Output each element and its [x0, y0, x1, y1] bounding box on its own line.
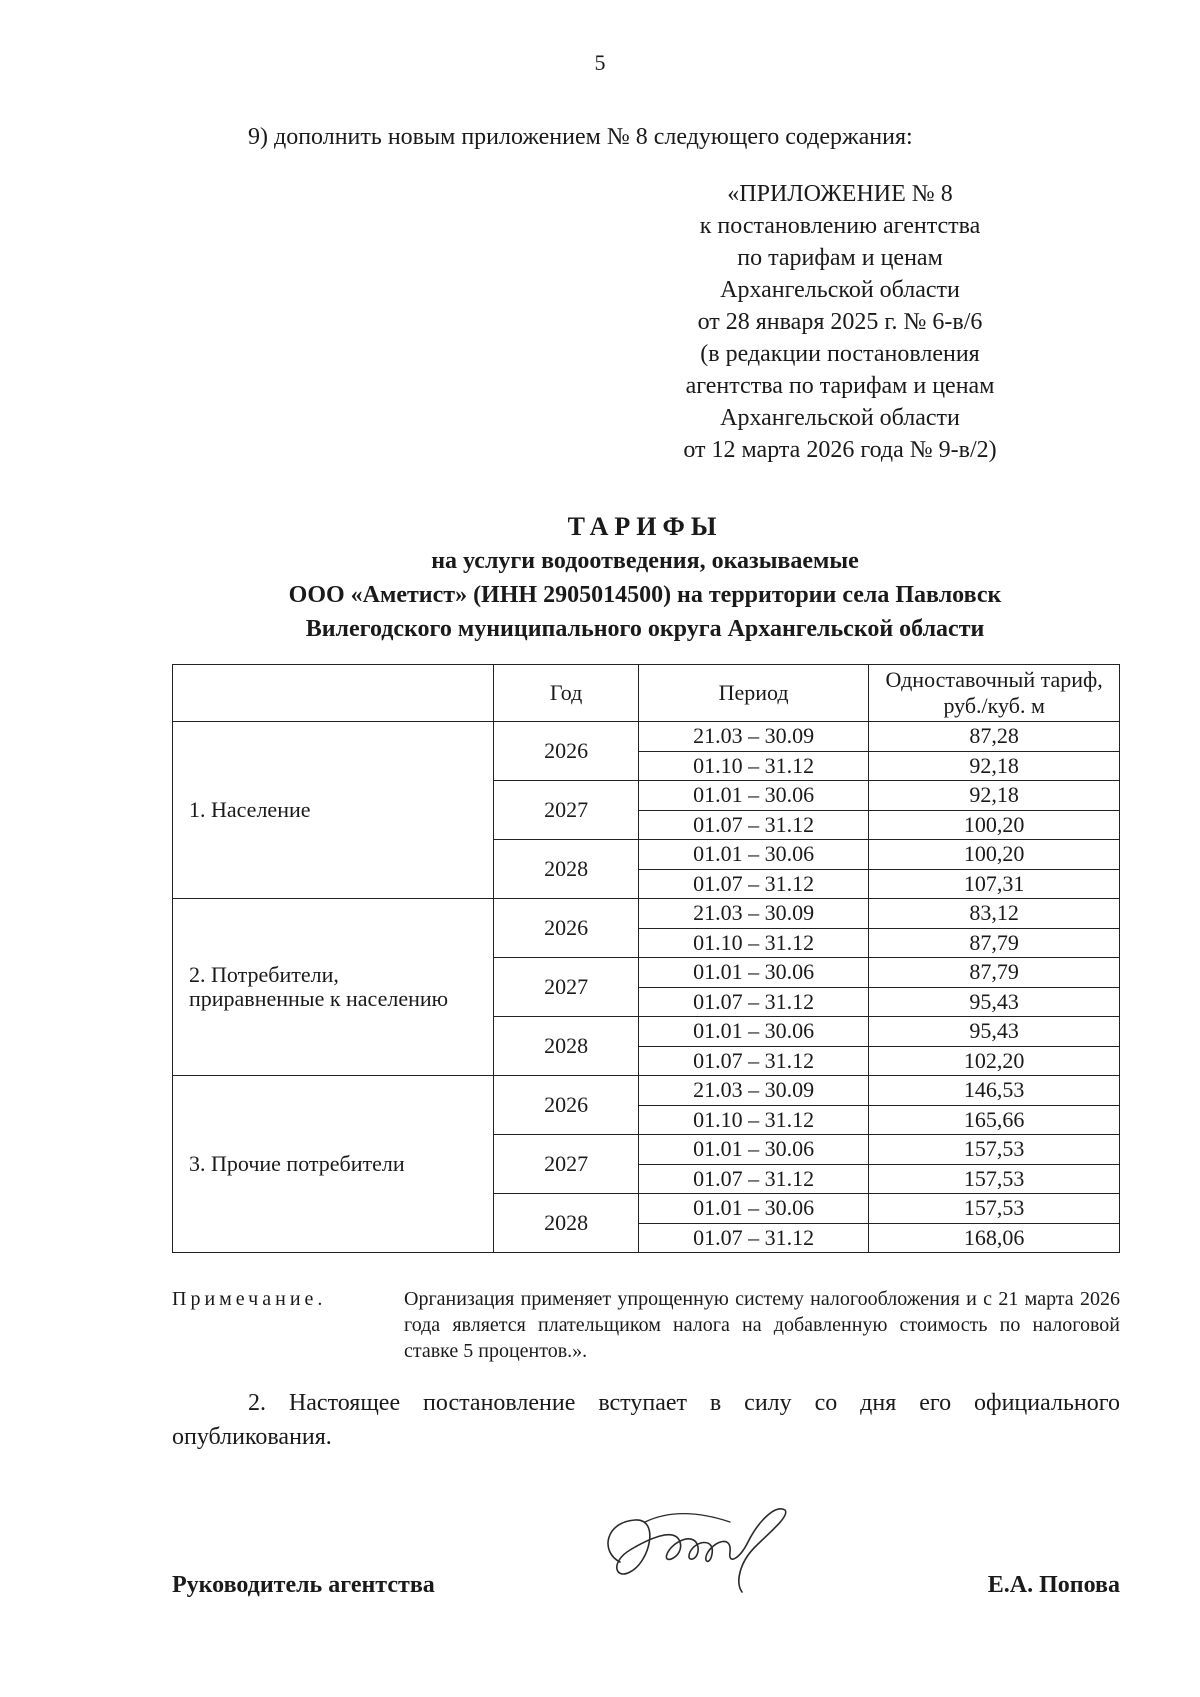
year-cell: 2027 [494, 958, 639, 1017]
period-cell: 21.03 – 30.09 [638, 899, 868, 929]
period-cell: 21.03 – 30.09 [638, 722, 868, 752]
note-text: Организация применяет упрощенную систему налогообложения и с 21 марта 2026 года является плательщиком налога на добавленную стоимость по налоговой ставке 5 процентов.». [404, 1288, 1120, 1362]
year-cell: 2027 [494, 1135, 639, 1194]
year-cell: 2026 [494, 899, 639, 958]
title-line: на услуги водоотведения, оказываемые [431, 548, 859, 574]
period-cell: 01.07 – 31.12 [638, 869, 868, 899]
appendix-line: Архангельской области [720, 405, 960, 431]
tariffs-table [172, 664, 1120, 1253]
tariff-cell: 102,20 [869, 1046, 1120, 1076]
period-cell: 01.07 – 31.12 [638, 1164, 868, 1194]
period-cell: 01.01 – 30.06 [638, 1135, 868, 1165]
tariff-cell: 92,18 [869, 751, 1120, 781]
paragraph-2: 2. Настоящее постановление вступает в силу со дня его официального опубликования. [172, 1390, 1120, 1450]
category-cell [173, 1076, 494, 1253]
year-cell: 2026 [494, 722, 639, 781]
header-tariff-line2: руб./куб. м [943, 693, 1045, 718]
table-row [173, 1076, 1120, 1106]
appendix-line: (в редакции постановления [700, 341, 980, 367]
tariff-cell: 87,28 [869, 722, 1120, 752]
period-cell: 21.03 – 30.09 [638, 1076, 868, 1106]
tariff-cell: 100,20 [869, 810, 1120, 840]
period-cell: 01.07 – 31.12 [638, 1046, 868, 1076]
period-cell: 01.10 – 31.12 [638, 1105, 868, 1135]
tariff-cell: 107,31 [869, 869, 1120, 899]
tariffs-title [0, 510, 1200, 646]
appendix-line: по тарифам и ценам [737, 245, 943, 271]
category-line2: приравненные к населению [189, 986, 449, 1011]
tariff-cell: 87,79 [869, 958, 1120, 988]
year-cell: 2026 [494, 1076, 639, 1135]
appendix-line: Архангельской области [720, 277, 960, 303]
signature-name: Е.А. Попова [987, 1572, 1120, 1598]
signature-title: Руководитель агентства [172, 1572, 435, 1598]
tariff-cell: 95,43 [869, 1017, 1120, 1047]
appendix-header [620, 178, 1060, 466]
period-cell: 01.01 – 30.06 [638, 1194, 868, 1224]
appendix-line: агентства по тарифам и ценам [685, 373, 995, 399]
header-category [173, 665, 494, 722]
header-tariff-line1: Одноставочный тариф, [885, 667, 1103, 692]
tariff-cell: 87,79 [869, 928, 1120, 958]
period-cell: 01.10 – 31.12 [638, 928, 868, 958]
category-cell [173, 722, 494, 899]
period-cell: 01.01 – 30.06 [638, 781, 868, 811]
category-line1: 1. Население [189, 797, 311, 822]
tariff-cell: 165,66 [869, 1105, 1120, 1135]
tariff-cell: 157,53 [869, 1164, 1120, 1194]
appendix-line: от 28 января 2025 г. № 6-в/6 [697, 309, 983, 335]
tariff-cell: 157,53 [869, 1135, 1120, 1165]
item-9-text: 9) дополнить новым приложением № 8 следующего содержания: [248, 124, 913, 150]
year-cell: 2027 [494, 781, 639, 840]
category-line1: 2. Потребители, [189, 962, 339, 987]
period-cell: 01.01 – 30.06 [638, 1017, 868, 1047]
header-period: Период [638, 665, 868, 722]
tariff-cell: 168,06 [869, 1223, 1120, 1253]
period-cell: 01.07 – 31.12 [638, 1223, 868, 1253]
tariff-cell: 95,43 [869, 987, 1120, 1017]
table-header-row [173, 665, 1120, 722]
category-cell [173, 899, 494, 1076]
appendix-line: от 12 марта 2026 года № 9-в/2) [683, 437, 997, 463]
table-row [173, 722, 1120, 752]
page-number: 5 [594, 50, 606, 75]
period-cell: 01.10 – 31.12 [638, 751, 868, 781]
year-cell: 2028 [494, 840, 639, 899]
title-line: Вилегодского муниципального округа Архангельской области [305, 616, 985, 642]
year-cell: 2028 [494, 1194, 639, 1253]
period-cell: 01.07 – 31.12 [638, 987, 868, 1017]
tariff-cell: 146,53 [869, 1076, 1120, 1106]
period-cell: 01.07 – 31.12 [638, 810, 868, 840]
header-tariff [869, 665, 1120, 722]
period-cell: 01.01 – 30.06 [638, 840, 868, 870]
title-line: ООО «Аметист» (ИНН 2905014500) на территории села Павловск [288, 582, 1002, 608]
tariff-cell: 92,18 [869, 781, 1120, 811]
category-line1: 3. Прочие потребители [189, 1151, 405, 1176]
tariff-cell: 100,20 [869, 840, 1120, 870]
note-label: Примечание. [172, 1288, 327, 1310]
title-main: ТАРИФЫ [567, 512, 723, 541]
header-year: Год [494, 665, 639, 722]
tariff-cell: 83,12 [869, 899, 1120, 929]
appendix-line: к постановлению агентства [699, 213, 981, 239]
year-cell: 2028 [494, 1017, 639, 1076]
table-row [173, 899, 1120, 929]
tariff-cell: 157,53 [869, 1194, 1120, 1224]
appendix-line: «ПРИЛОЖЕНИЕ № 8 [727, 181, 953, 207]
period-cell: 01.01 – 30.06 [638, 958, 868, 988]
handwritten-signature [590, 1492, 800, 1602]
